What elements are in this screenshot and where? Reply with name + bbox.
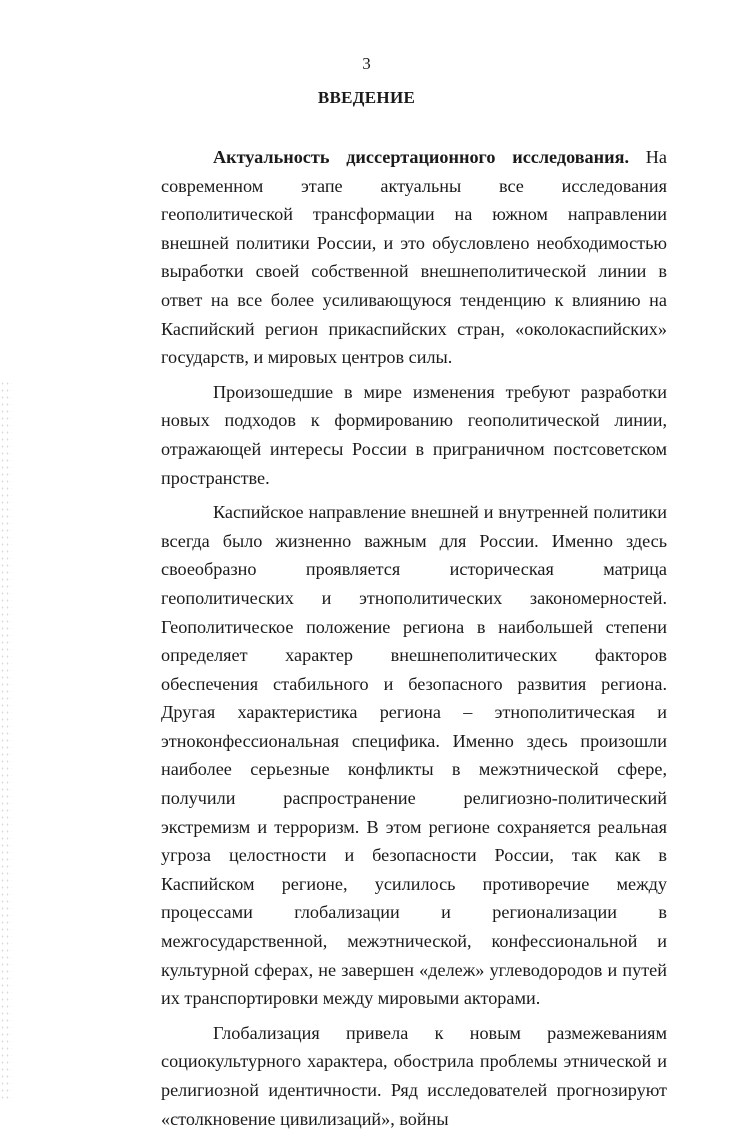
body-text — [161, 143, 667, 1133]
paragraph-changes: Произошедшие в мире изменения требуют разработки новых подходов к формированию геополитической линии, отражающей интересы России в приграничном постсоветском пространстве. — [161, 381, 667, 488]
scan-edge-noise — [0, 380, 12, 1100]
section-heading: ВВЕДЕНИЕ — [317, 88, 416, 107]
paragraph-relevance — [161, 143, 667, 372]
paragraph-caspian-direction: Каспийское направление внешней и внутренней политики всегда было жизненно важным для России. Именно здесь своеобразно проявляется историческая матрица геополитических и этнополитических закономерностей. Геополитическое положение региона в наибольшей степени определяет характер внешнеполитических факторов обеспечения стабильного и безопасного развития региона. Другая характеристика региона – этнополитическая и этноконфессиональная специфика. Именно здесь произошли наиболее серьезные конфликты в межэтнической сфере, получили распространение религиозно-политический экстремизм и терроризм. В этом регионе сохраняется реальная угроза целостности и безопасности России, так как в Каспийском регионе, усилилось противоречие между процессами глобализации и регионализации в межгосударственной, межэтнической, конфессиональной и культурной сферах, не завершен «дележ» углеводородов и путей их транспортировки между мировыми акторами. — [161, 502, 667, 1009]
paragraph-globalization: Глобализация привела к новым размежеваниям социокультурного характера, обострила проблемы этнической и религиозной идентичности. Ряд исследователей прогнозируют «столкновение цивилизаций», войны — [161, 1022, 667, 1129]
page-number: 3 — [362, 54, 371, 73]
paragraph-text: На современном этапе актуальны все исследования геополитической трансформации на южном направлении внешней политики России, и это обусловлено необходимостью выработки своей собственной внешнеполитической линии в ответ на все более усиливающуюся тенденцию к влиянию на Каспийский регион прикаспийских стран, «околокаспийских» государств, и мировых центров силы. — [161, 147, 667, 368]
paragraph-lead: Актуальность диссертационного исследования. — [213, 147, 629, 167]
